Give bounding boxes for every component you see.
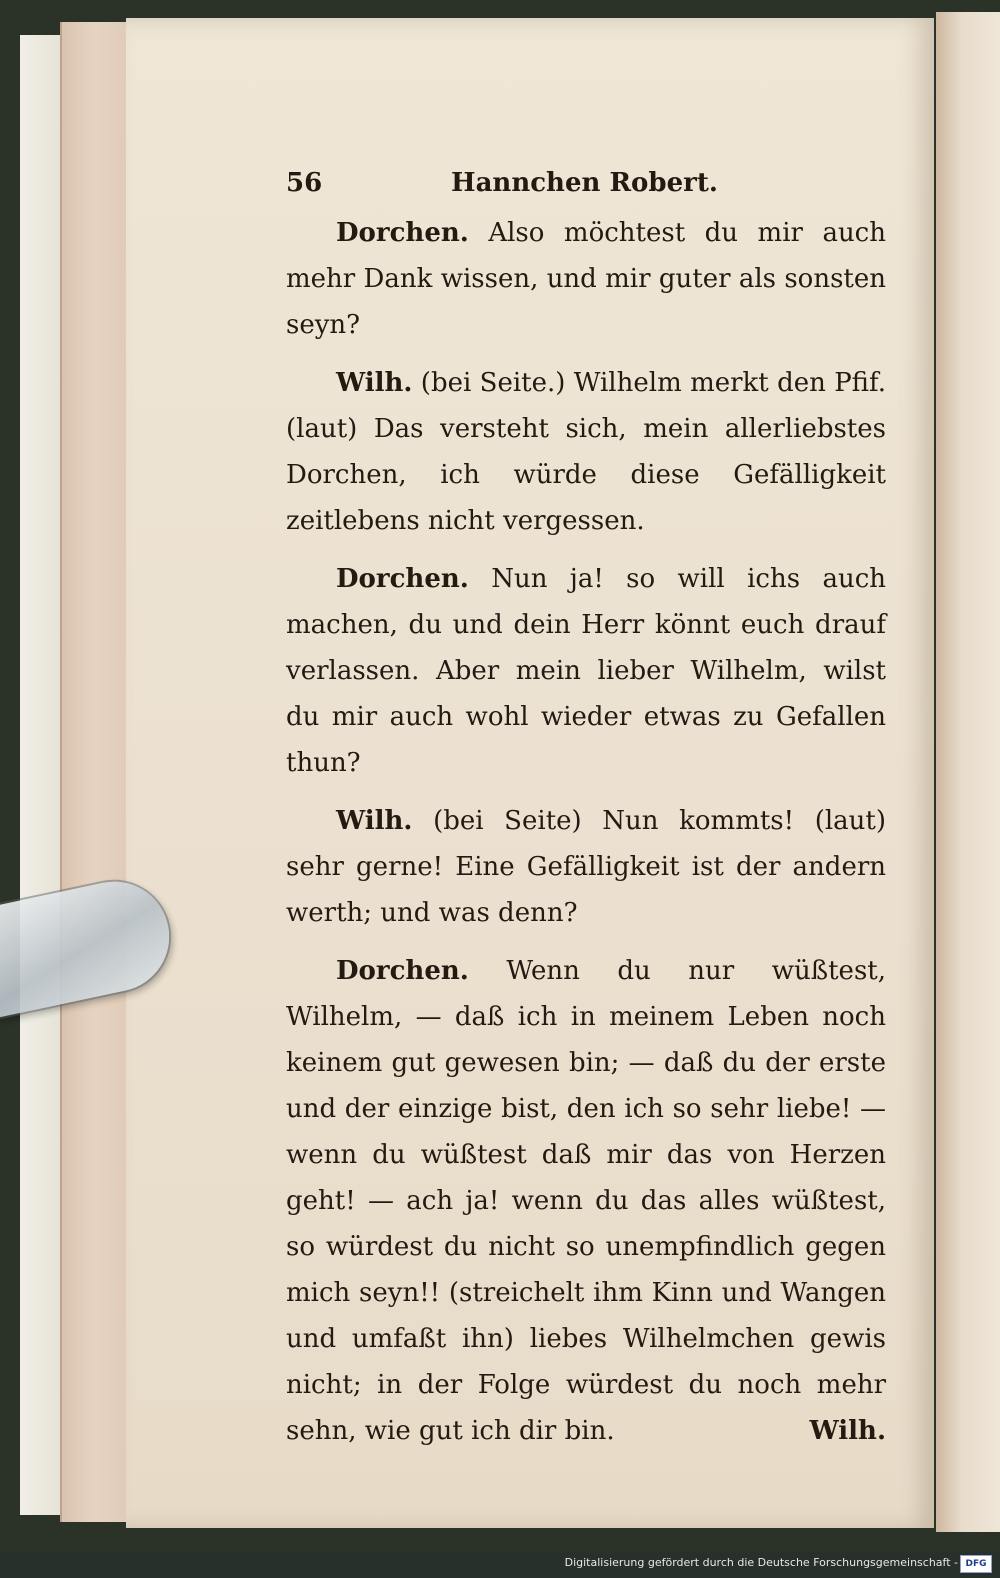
dialogue-text: Wenn du nur wüßtest, Wilhelm, — daß ich in meinem Leben noch keinem gut gewesen bin; — daß du der erste und der einzige bist, den ich so sehr liebe! — wenn du wüßtest daß mir das von Herzen geht! — ach ja! wenn du das alles wüßtest, so würdest du nicht so unempfindlich gegen mich seyn!! (streichelt ihm Kinn und Wangen und umfaßt ihn) liebes Wilhelmchen gewis nicht; in der Folge würdest du noch mehr sehn, wie gut ich dir bin. [286,956,886,1446]
dialogue-paragraph [286,798,886,936]
page-header [286,160,886,206]
dialogue-paragraph [286,948,886,1454]
dfg-logo: DFG [960,1555,992,1573]
dialogue-paragraph [286,210,886,348]
speaker-name: Dorchen. [336,564,469,594]
catchword: Wilh. [809,1416,886,1446]
dialogue-text: (bei Seite) Nun kommts! (laut) sehr gerne! Eine Gefälligkeit ist der andern werth; und was denn? [286,806,886,928]
speaker-name: Wilh. [336,806,413,836]
page-text [286,160,886,1454]
running-title: Hannchen Robert. [451,168,718,198]
dialogue-paragraph [286,360,886,544]
dialogue-paragraph [286,556,886,786]
dialogue-text: Nun ja! so will ichs auch machen, du und dein Herr könnt euch drauf verlassen. Aber mein lieber Wilhelm, wilst du mir auch wohl wieder etwas zu Gefallen thun? [286,564,886,778]
funding-credit: Digitalisierung gefördert durch die Deutsche Forschungsgemeinschaft - [564,1556,958,1569]
page-number: 56 [286,168,323,198]
dialogue-text: (bei Seite.) Wilhelm merkt den Pfif. (laut) Das versteht sich, mein allerliebstes Dorchen, ich würde diese Gefälligkeit zeitlebens nicht vergessen. [286,368,886,536]
facing-page-edge [936,12,1000,1532]
dialogue-text: Also möchtest du mir auch mehr Dank wissen, und mir guter als sonsten seyn? [286,218,886,340]
speaker-name: Dorchen. [336,218,469,248]
speaker-name: Dorchen. [336,956,469,986]
speaker-name: Wilh. [336,368,413,398]
